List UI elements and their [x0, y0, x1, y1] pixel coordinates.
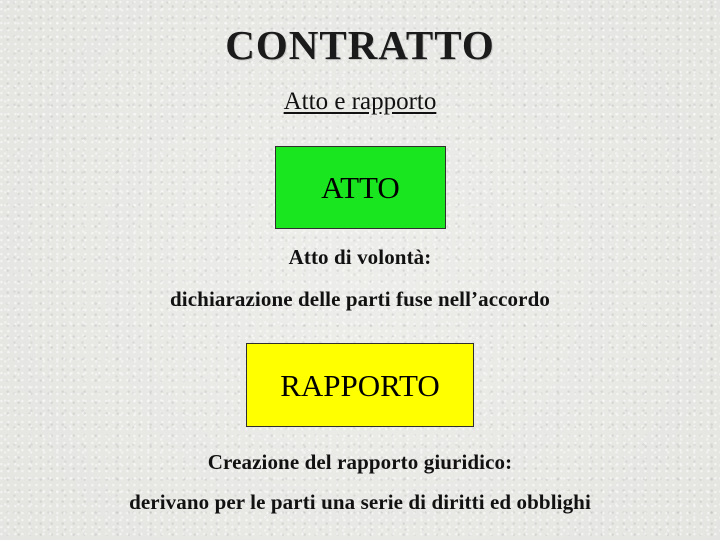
slide-subtitle: Atto e rapporto — [283, 88, 437, 115]
atto-description-line-1: Atto di volontà: — [288, 245, 432, 269]
atto-box — [275, 146, 446, 229]
rapporto-box — [246, 343, 474, 427]
rapporto-description-line-1: Creazione del rapporto giuridico: — [207, 450, 513, 474]
atto-description-line-2: dichiarazione delle parti fuse nell’accordo — [170, 287, 550, 311]
slide-title: CONTRATTO — [225, 22, 495, 68]
rapporto-description-line-2: derivano per le parti una serie di diritti ed obblighi — [129, 490, 591, 514]
rapporto-label: RAPPORTO — [280, 367, 440, 403]
atto-label: ATTO — [321, 170, 400, 205]
